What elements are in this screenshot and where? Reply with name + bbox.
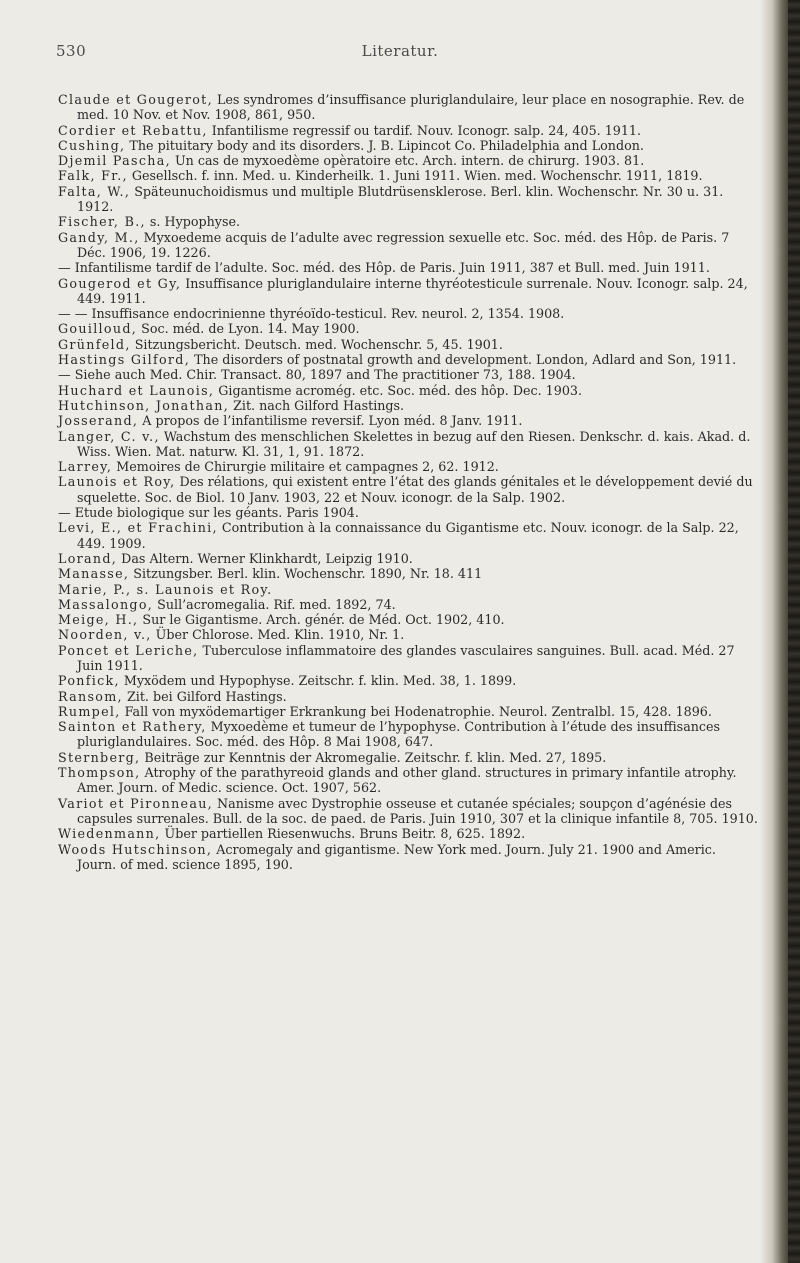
entry-citation: Sitzungsber. Berl. klin. Wochenschr. 1890, Nr. 18. 411 [129,566,483,582]
entry-author: Hastings Gilford, [58,352,191,368]
entry-author: Levi, E., et Frachini, [58,520,218,536]
bibliography-entry [58,153,758,168]
bibliography-entry [58,321,758,336]
bibliography-entry [58,138,758,153]
entry-citation: Das Altern. Werner Klinkhardt, Leipzig 1910. [117,550,413,566]
bibliography-entry [58,168,758,183]
entry-author: Meige, H., [58,612,139,628]
bibliography-entry [58,398,758,413]
bibliography-entry [58,796,758,827]
bibliography-entry [58,276,758,307]
bibliography-entry [58,429,758,460]
entry-author: Falk, Fr., [58,168,128,184]
entry-citation: Nanisme avec Dystrophie osseuse et cutanée spéciales; soupçon d’agénésie des capsules surrenales. Bull. de la soc. de paed. de Paris. Juin 1910, 307 et la clinique infantile 8, 705. 1910. [77,795,758,826]
entry-author: Huchard et Launois, [58,382,215,398]
entry-author: Grünfeld, [58,336,131,352]
bibliography-entry [58,597,758,612]
entry-author: Gouilloud, [58,321,138,337]
entry-citation: Un cas de myxoedème opèratoire etc. Arch. intern. de chirurg. 1903. 81. [170,153,645,169]
entry-citation: The disorders of postnatal growth and development. London, Adlard and Son, 1911. [190,352,737,368]
bibliography-entry [58,337,758,352]
entry-citation: — Etude biologique sur les géants. Paris 1904. [58,505,359,521]
entry-author: Fischer, B., [58,214,146,230]
entry-citation: Infantilisme regressif ou tardif. Nouv. Iconogr. salp. 24, 405. 1911. [207,122,642,138]
running-title: Literatur. [361,42,439,60]
entry-citation: A propos de l’infantilisme reversif. Lyon méd. 8 Janv. 1911. [138,413,523,429]
entry-author: Claude et Gougerot, [58,92,213,107]
entry-citation: Wachstum des menschlichen Skelettes in bezug auf den Riesen. Denkschr. d. kais. Akad. d. Wiss. Wien. Mat. naturw. Kl. 31, 1, 91. 1872. [77,428,751,459]
entry-author: Variot et Pironneau, [58,795,214,811]
entry-citation: Acromegaly and gigantisme. New York med. Journ. July 21. 1900 and Americ. Journ. of med. science 1895, 190. [77,841,716,872]
entry-author: Thompson, [58,765,141,781]
entry-author: Josserand, [58,413,139,429]
bibliography-entry [58,505,758,520]
entry-citation: Zit. bei Gilford Hastings. [122,688,287,704]
entry-citation: Beiträge zur Kenntnis der Akromegalie. Zeitschr. f. klin. Med. 27, 1895. [140,749,607,765]
bibliography-entry [58,566,758,581]
entry-citation: Soc. méd. de Lyon. 14. May 1900. [137,321,360,337]
entry-author: Sternberg, [58,749,141,765]
bibliography-entry [58,383,758,398]
entry-citation: Myxoedème et tumeur de l’hypophyse. Contribution à l’étude des insuffisances pluriglandulaires. Soc. méd. des Hôp. 8 Mai 1908, 647. [77,719,721,750]
bibliography-entry [58,643,758,674]
bibliography-entry [58,582,758,597]
entry-citation: Tuberculose inflammatoire des glandes vasculaires sanguines. Bull. acad. Méd. 27 Juin 1911. [77,642,735,673]
entry-citation: Les syndromes d’insuffisance pluriglandulaire, leur place en nosographie. Rev. de med. 10 Nov. et Nov. 1908, 861, 950. [77,92,745,123]
entry-citation: — Siehe auch Med. Chir. Transact. 80, 1897 and The practitioner 73, 188. 1904. [58,367,576,383]
entry-author: Larrey, [58,459,113,475]
bibliography-entry [58,260,758,275]
entry-citation: Atrophy of the parathyreoid glands and other gland. structures in primary infantile atrophy. Amer. Journ. of Medic. science. Oct. 1907, 562. [77,765,737,796]
entry-author: Lorand, [58,550,118,566]
entry-citation: Sull’acromegalia. Rif. med. 1892, 74. [153,596,396,612]
entry-citation: Insuffisance pluriglandulaire interne thyréotesticule surrenale. Nouv. Iconogr. salp. 24, 449. 1911. [77,275,748,306]
entry-author: Noorden, v., [58,627,152,643]
entry-citation: Contribution à la connaissance du Gigantisme etc. Nouv. iconogr. de la Salp. 22, 449. 1909. [77,520,739,551]
entry-citation: The pituitary body and its disorders. J. B. Lipincot Co. Philadelphia and London. [125,137,644,153]
entry-citation: Zit. nach Gilford Hastings. [229,397,405,413]
bibliography-entry [58,689,758,704]
book-spine-edge [788,0,800,1263]
entry-author: Gandy, M., [58,229,140,245]
bibliography-entry [58,520,758,551]
bibliography-entry [58,459,758,474]
bibliography-entry [58,750,758,765]
entry-citation: Gigantisme acromég. etc. Soc. méd. des hôp. Dec. 1903. [214,382,582,398]
entry-author: Cordier et Rebattu, [58,122,208,138]
entry-citation: Sitzungsbericht. Deutsch. med. Wochenschr. 5, 45. 1901. [130,336,503,352]
entry-citation: Memoires de Chirurgie militaire et campagnes 2, 62. 1912. [112,459,499,475]
entry-citation: — Infantilisme tardif de l’adulte. Soc. méd. des Hôp. de Paris. Juin 1911, 387 et Bull. med. Juin 1911. [58,260,710,276]
bibliography-entry [58,184,758,215]
entry-author: Ransom, [58,688,123,704]
bibliography-entry [58,627,758,642]
entry-author: Gougerod et Gy, [58,275,182,291]
bibliography-entry [58,673,758,688]
entry-citation: Über Chlorose. Med. Klin. 1910, Nr. 1. [151,627,405,643]
bibliography-entry [58,352,758,367]
entry-citation: Myxoedeme acquis de l’adulte avec regression sexuelle etc. Soc. méd. des Hôp. de Paris. 7 Déc. 1906, 19. 1226. [77,229,730,260]
entry-author: Rumpel, [58,703,121,719]
bibliography-entry [58,474,758,505]
entry-author: Marie, P., s. Launois et Roy. [58,581,273,597]
entry-author: Falta, W., [58,183,131,199]
entry-author: Djemil Pascha, [58,153,171,169]
entry-author: Woods Hutschinson, [58,841,213,857]
entry-author: Massalongo, [58,596,154,612]
entry-author: Launois et Roy, [58,474,176,490]
entry-citation: Sur le Gigantisme. Arch. génér. de Méd. Oct. 1902, 410. [138,612,505,628]
bibliography-entry [58,413,758,428]
bibliography-entry [58,230,758,261]
bibliography-entry [58,765,758,796]
bibliography-entry [58,551,758,566]
entry-citation: Fall von myxödemartiger Erkrankung bei Hodenatrophie. Neurol. Zentralbl. 15, 428. 1896. [120,703,712,719]
entry-citation: Späteunuchoidismus und multiple Blutdrüsensklerose. Berl. klin. Wochenschr. Nr. 30 u. 31. 1912. [77,183,724,215]
entry-citation: Über partiellen Riesenwuchs. Bruns Beitr. 8, 625. 1892. [160,826,526,842]
bibliography-entry [58,92,758,123]
entry-citation: s. Hypophyse. [145,214,241,230]
entry-author: Hutchinson, Jonathan, [58,397,230,413]
bibliography-entry [58,612,758,627]
bibliography-entry [58,306,758,321]
entry-citation: Myxödem und Hypophyse. Zeitschr. f. klin. Med. 38, 1. 1899. [119,673,517,689]
entry-author: Wiedenmann, [58,826,161,842]
bibliography-entry [58,704,758,719]
entry-author: Manasse, [58,566,130,582]
bibliography-entry [58,719,758,750]
entry-citation: Gesellsch. f. inn. Med. u. Kinderheilk. 1. Juni 1911. Wien. med. Wochenschr. 1911, 1819. [127,168,703,184]
bibliography-entry [58,214,758,229]
entry-author: Poncet et Leriche, [58,642,199,658]
entry-author: Ponfick, [58,673,120,689]
bibliography-entry [58,826,758,841]
page-number: 530 [56,42,87,60]
bibliography-list [58,92,758,872]
bibliography-entry [58,123,758,138]
entry-author: Langer, C. v., [58,428,160,444]
entry-citation: Des rélations, qui existent entre l’état des glands génitales et le développement devié du squelette. Soc. de Biol. 10 Janv. 1903, 22 et Nouv. iconogr. de la Salp. 1902. [77,474,753,505]
entry-citation: — — Insuffisance endocrinienne thyréoïdo-testicul. Rev. neurol. 2, 1354. 1908. [58,306,565,322]
bibliography-entry [58,842,758,873]
entry-author: Sainton et Rathery, [58,719,207,735]
bibliography-entry [58,367,758,382]
entry-author: Cushing, [58,137,126,153]
